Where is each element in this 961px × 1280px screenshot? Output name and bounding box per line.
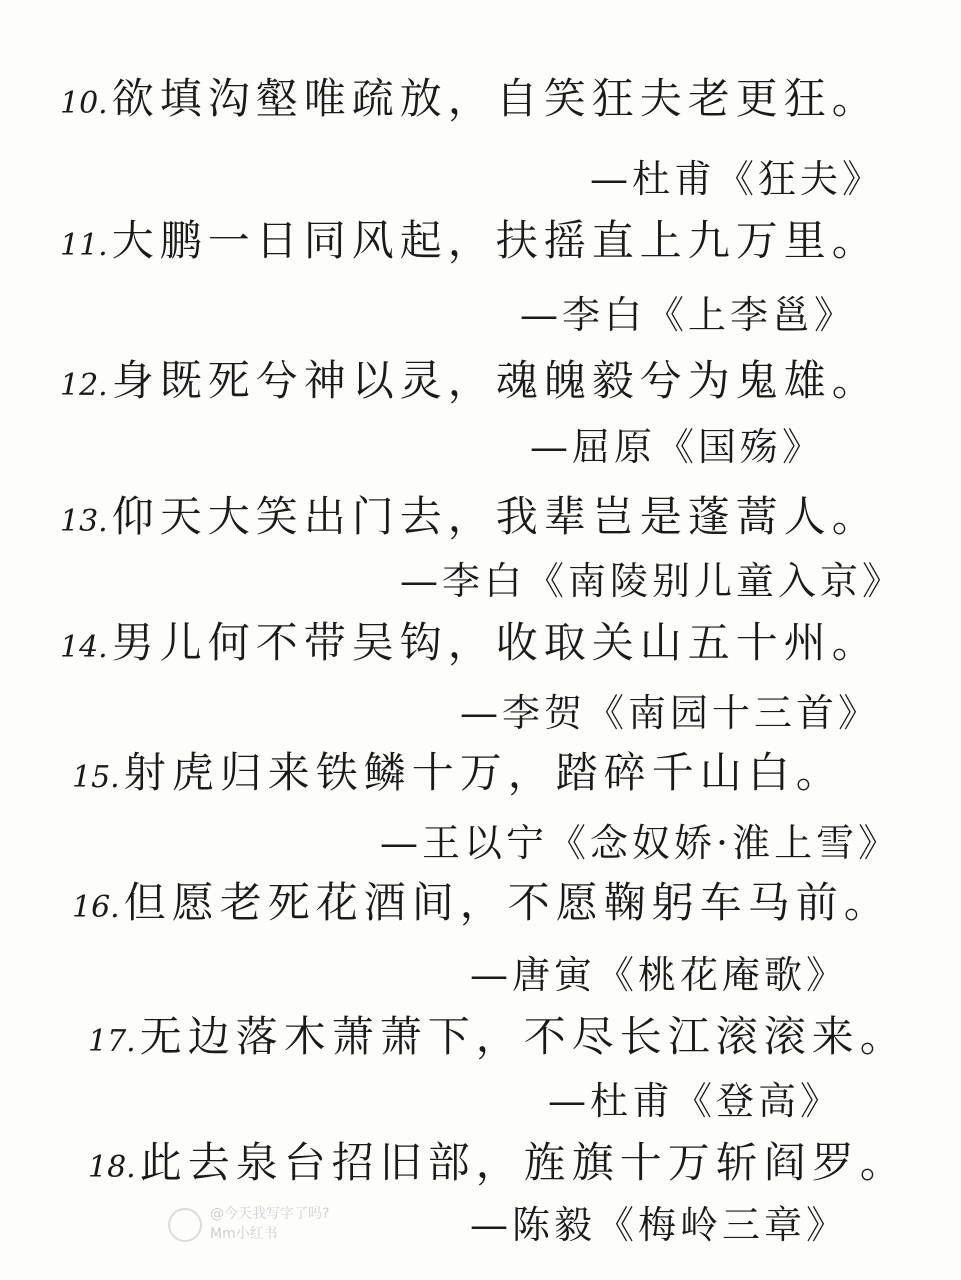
verse-number: 18. xyxy=(88,1150,136,1185)
verse-line xyxy=(60,74,880,123)
verse-text: 男儿何不带吴钩，收取关山五十州。 xyxy=(111,618,880,667)
verse-line xyxy=(72,878,892,927)
verse-line xyxy=(88,1138,908,1187)
attribution: —王以宁《念奴娇·淮上雪》 xyxy=(380,821,901,865)
verse-line xyxy=(72,748,844,797)
verse-line xyxy=(60,618,880,667)
verse-number: 10. xyxy=(60,86,108,121)
verse-number: 15. xyxy=(72,760,120,795)
verse-text: 无边落木萧萧下，不尽长江滚滚来。 xyxy=(139,1012,908,1061)
verse-line xyxy=(60,356,880,405)
attribution: —唐寅《桃花庵歌》 xyxy=(470,953,849,997)
attribution: —陈毅《梅岭三章》 xyxy=(470,1203,849,1247)
watermark-logo-icon xyxy=(168,1208,202,1242)
attribution: —杜甫《狂夫》 xyxy=(590,157,885,201)
attribution: —李白《南陵别儿童入京》 xyxy=(400,559,905,603)
verse-line xyxy=(60,216,880,265)
attribution: —杜甫《登高》 xyxy=(548,1079,843,1123)
attribution: —李贺《南园十三首》 xyxy=(460,691,881,735)
attribution: —李白《上李邕》 xyxy=(520,293,857,337)
verse-number: 12. xyxy=(60,368,108,403)
verse-text: 欲填沟壑唯疏放，自笑狂夫老更狂。 xyxy=(111,74,880,123)
verse-text: 大鹏一日同风起，扶摇直上九万里。 xyxy=(111,216,880,265)
watermark-handle: @今天我写字了吗? xyxy=(210,1206,330,1222)
verse-text: 但愿老死花酒间，不愿鞠躬车马前。 xyxy=(123,878,892,927)
verse-number: 16. xyxy=(72,890,120,925)
verse-number: 11. xyxy=(60,228,108,263)
attribution: —屈原《国殇》 xyxy=(530,425,825,469)
verse-number: 13. xyxy=(60,504,108,539)
verse-text: 身既死兮神以灵，魂魄毅兮为鬼雄。 xyxy=(111,356,880,405)
verse-line xyxy=(88,1012,908,1061)
verse-text: 射虎归来铁鳞十万，踏碎千山白。 xyxy=(123,748,844,797)
verse-text: 此去泉台招旧部，旌旗十万斩阎罗。 xyxy=(139,1138,908,1187)
verse-line xyxy=(60,492,880,541)
verse-number: 14. xyxy=(60,630,108,665)
watermark-brand: Mm小红书 xyxy=(210,1226,278,1242)
verse-number: 17. xyxy=(88,1024,136,1059)
verse-text: 仰天大笑出门去，我辈岂是蓬蒿人。 xyxy=(111,492,880,541)
